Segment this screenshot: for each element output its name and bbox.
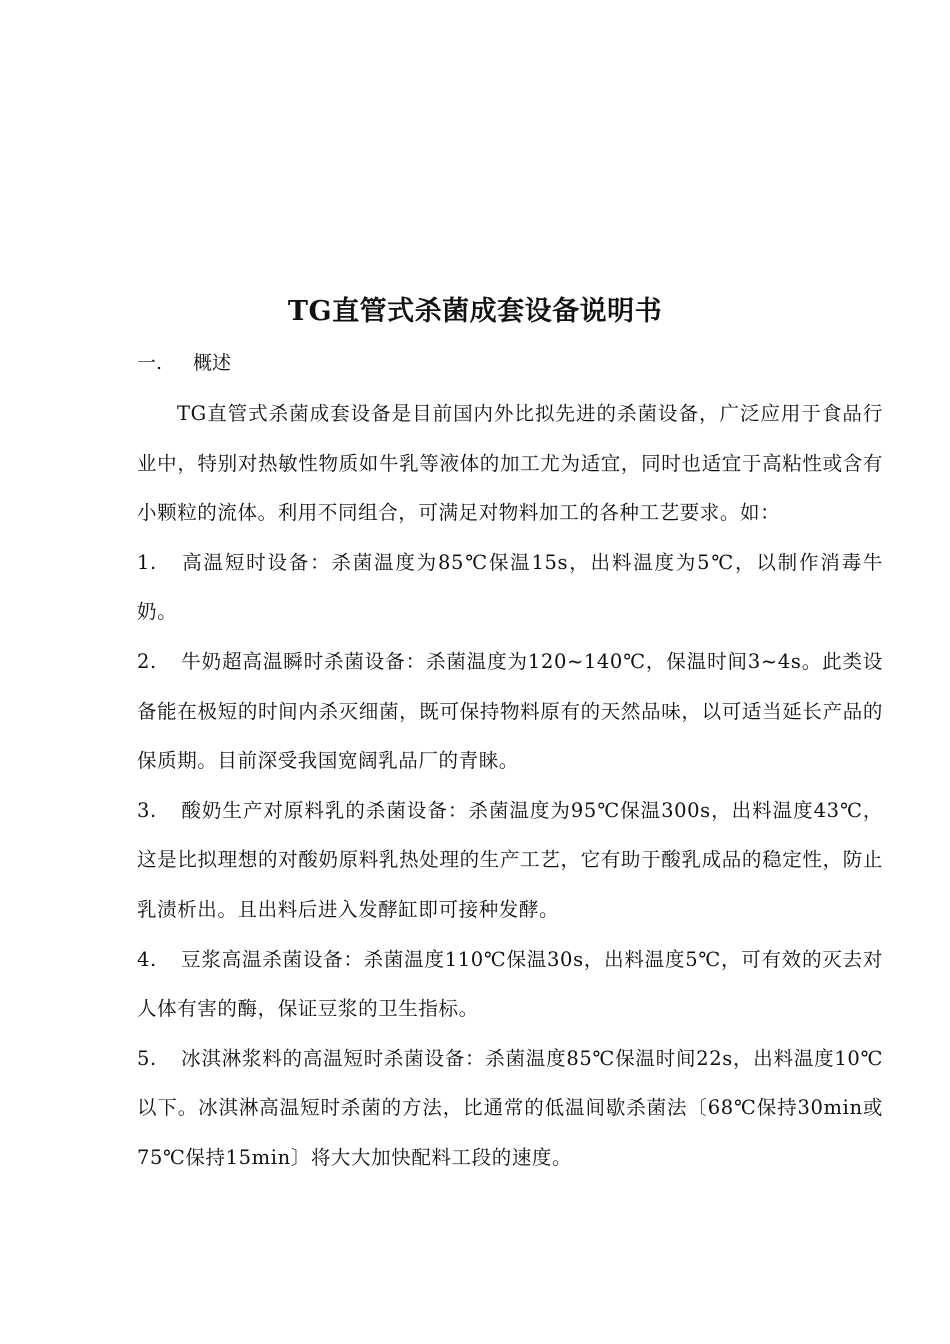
list-item-text: 酸奶生产对原料乳的杀菌设备：杀菌温度为95℃保温300s，出料温度43℃，这是比拟理想的对酸奶原料乳热处理的生产工艺，它有助于酸乳成品的稳定性，防止乳渍析出。且出料后进入发酵缸即可接种发酵。: [137, 798, 883, 921]
list-item: [137, 637, 883, 786]
list-item: [137, 538, 883, 637]
list-item-number: 5.: [137, 1046, 157, 1070]
list-item-number: 4.: [137, 947, 157, 971]
list-item-number: 2.: [137, 649, 157, 673]
section-heading: [137, 349, 231, 377]
list-item-number: 1.: [137, 550, 157, 574]
list-item-text: 高温短时设备：杀菌温度为85℃保温15s，出料温度为5℃，以制作消毒牛奶。: [137, 550, 883, 624]
document-body: [137, 389, 883, 1183]
list-item: [137, 786, 883, 935]
list-item-text: 冰淇淋浆料的高温短时杀菌设备：杀菌温度85℃保温时间22s，出料温度10℃以下。冰淇淋高温短时杀菌的方法，比通常的低温间歇杀菌法〔68℃保持30min或75℃保持15min〕将大大加快配料工段的速度。: [137, 1046, 883, 1169]
document-title: TG直管式杀菌成套设备说明书: [287, 296, 663, 327]
list-item: [137, 935, 883, 1034]
list-item-number: 3.: [137, 798, 157, 822]
list-item-text: 牛奶超高温瞬时杀菌设备：杀菌温度为120~140℃，保温时间3~4s。此类设备能在极短的时间内杀灭细菌，既可保持物料原有的天然品味，以可适当延长产品的保质期。目前深受我国宽阔乳品厂的青睐。: [137, 649, 883, 773]
list-item-text: 豆浆高温杀菌设备：杀菌温度110℃保温30s，出料温度5℃，可有效的灭去对人体有害的酶，保证豆浆的卫生指标。: [137, 947, 883, 1021]
section-heading-text: 概述: [193, 352, 232, 374]
intro-paragraph: TG直管式杀菌成套设备是目前国内外比拟先进的杀菌设备，广泛应用于食品行业中，特别对热敏性物质如牛乳等液体的加工尤为适宜，同时也适宜于高粘性或含有小颗粒的流体。利用不同组合，可满足对物料加工的各种工艺要求。如：: [137, 402, 883, 525]
section-number: 一.: [137, 352, 163, 374]
list-item: [137, 1034, 883, 1183]
